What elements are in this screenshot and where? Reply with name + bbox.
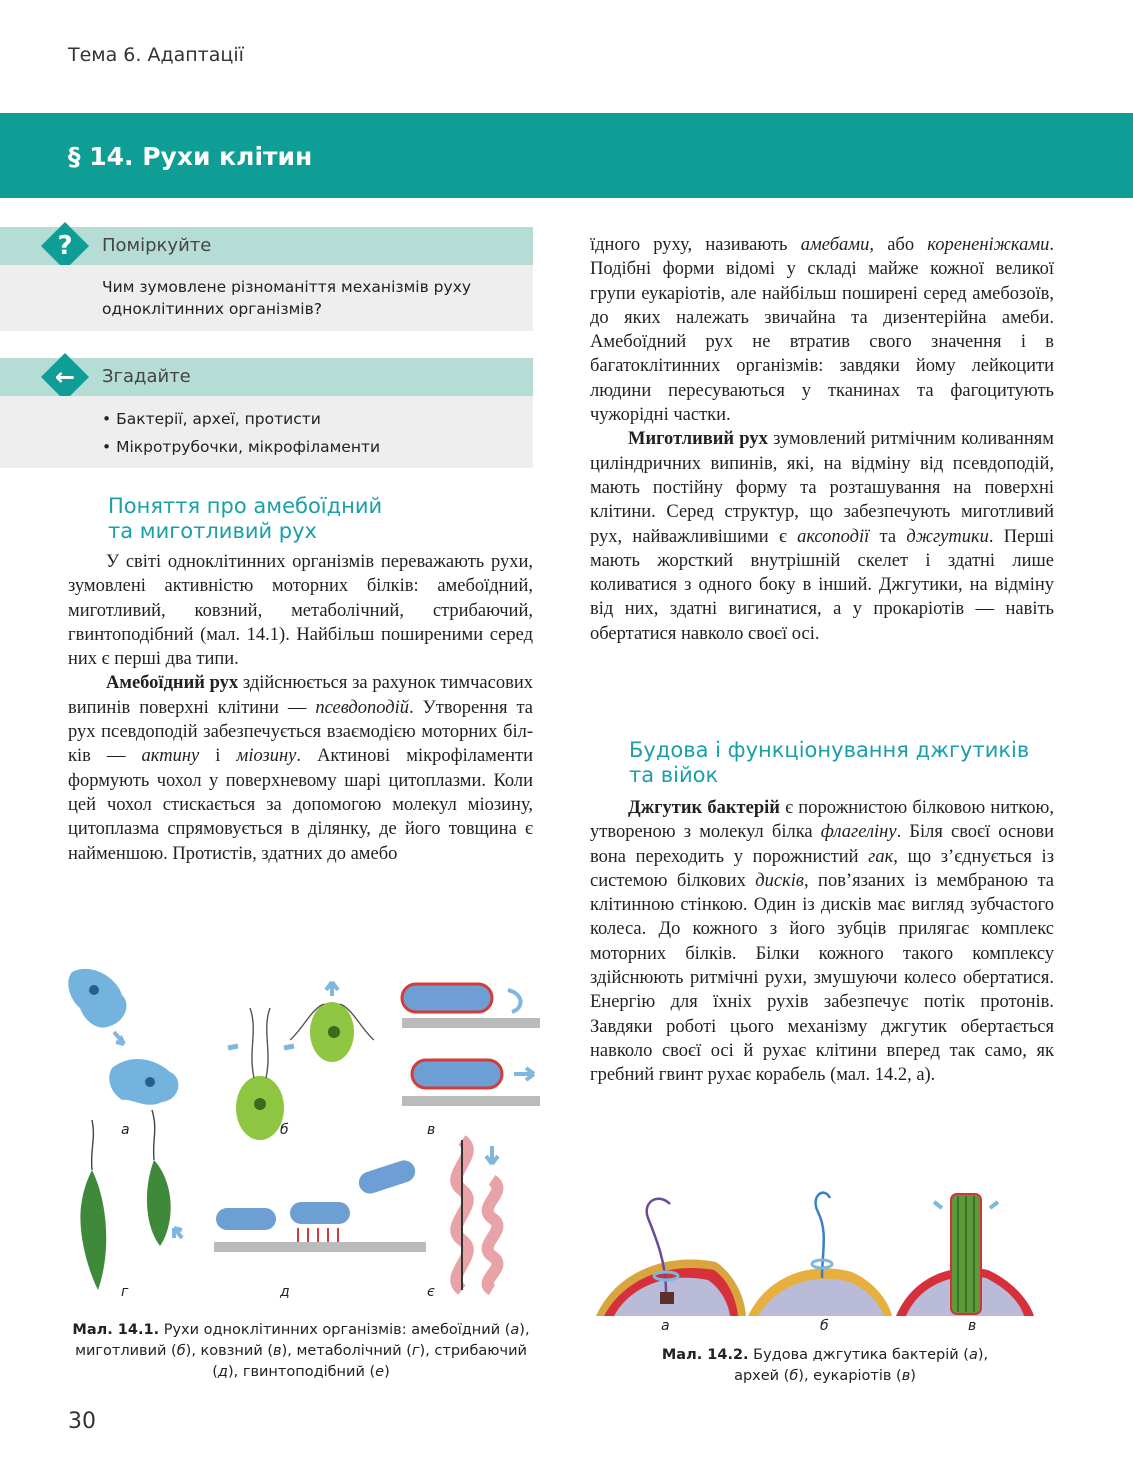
bacterial-flagellum-illustration	[596, 1199, 746, 1316]
recall-box-body	[0, 396, 533, 468]
chapter-banner	[0, 113, 1133, 198]
figure-label: б	[820, 1318, 829, 1334]
arrow-glyph: ←	[54, 363, 76, 391]
think-box-title: Поміркуйте	[102, 235, 212, 256]
figure-14-2-caption: Мал. 14.2. Будова джгутика бактерій (а), архей (б), еукаріотів (в)	[661, 1347, 989, 1384]
think-box-text-line1: Чим зумовлене різноманіття механізмів руху	[102, 278, 472, 296]
figure-14-1-caption: Мал. 14.1. Рухи одноклітинних організмів: амебоїдний (а), миготливий (б), ковзний (в), метаболічний (г), стрибаючий (д), гвинтоподібний (е)	[72, 1322, 530, 1380]
section-title	[108, 494, 382, 544]
jumping-illustration	[214, 1158, 426, 1252]
section-title-line2: та війок	[629, 763, 719, 787]
paragraph: У світі одноклітинних організмів переважають рухи, зумовлені активністю моторних білків: амебоїдний, миготливий, ковзний, метаболічний, стрибаючий, гвинтоподібний (мал. 14.1). Найбільш поширеними серед них є перші два типи.	[68, 552, 533, 670]
section-title-line2: та миготливий рух	[108, 519, 317, 543]
figure-label: б	[280, 1122, 289, 1138]
figure-label: в	[427, 1122, 436, 1138]
figure-label: д	[280, 1284, 290, 1300]
recall-box-title: Згадайте	[102, 366, 191, 387]
figure-label: в	[968, 1318, 977, 1334]
section-title-line1: Будова і функціонування джгутиків	[629, 738, 1030, 762]
section-title	[629, 738, 1029, 788]
page-number: 30	[68, 1409, 96, 1434]
figure-label: а	[121, 1122, 130, 1138]
right-column-text-bottom	[590, 796, 1054, 1088]
eukaryotic-flagellum-illustration	[896, 1194, 1034, 1316]
chapter-title: § 14. Рухи клітин	[68, 142, 313, 171]
paragraph: Амебоїдний рух здійснюється за рахунок тимчасових випинів поверхні клітини — псевдоподій. Утворення та рух псевдоподій забезпечується взаємодією моторних білків — актину і міозину. Актинові мікрофіламенти формують чохол у поверхневому шарі цитоплазми. Коли цей чохол стискається за допомогою молекул міозину, цитоплазма спрямовується в ділянку, де його товщина є найменшою. Протистів, здатних до амебо	[68, 673, 533, 864]
figure-14-2-illustration	[596, 1182, 1038, 1316]
paragraph: Джгутик бактерій є порожнистою білковою ниткою, утвореною з молекул білка флагеліну. Біля своєї основи вона переходить у порожнистий гак, що з’єднується із системою білкових дисків, пов’язаних із мембраною та клітинною стінкою. Один із дисків має вигляд зубчастого колеса. До кожного з його зубців прилягає комплекс моторних білків. Білки кожного такого комплексу здійснюють ритмічні рухи, змушуючи колесо обертатися. Енергію для їхніх рухів забезпечує потік протонів. Завдяки роботі цього механізму джгутик обертається навколо своєї осі й рухає клітини вперед так само, як гребний гвинт рухає корабель (мал. 14.2, а).	[590, 798, 1055, 1086]
paragraph: Миготливий рух зумовлений ритмічним коливанням циліндричних випинів, які, на відміну від псевдоподій, мають постійну форму та розташування на поверхні клітини. Серед структур, що забезпечують миготливий рух, найважливішими є аксоподії та джгутики. Перші мають жорсткий внутрішній скелет і здатні лише коливатися з одного боку в інший. Джгутики, на відміну від них, здатні вигинатися, а у прокаріотів — навіть обертатися навколо своєї осі.	[590, 429, 1055, 644]
figure-label: а	[661, 1318, 670, 1334]
archaeal-flagellum-illustration	[748, 1193, 892, 1316]
amoeba-illustration	[68, 969, 178, 1105]
spiral-illustration	[456, 1140, 498, 1290]
gliding-illustration	[402, 984, 540, 1106]
figure-label: г	[121, 1284, 129, 1300]
recall-item: • Мікротрубочки, мікрофіламенти	[102, 438, 381, 456]
think-box-body	[0, 265, 533, 331]
section-title-line1: Поняття про амебоїдний	[108, 494, 383, 518]
ciliate-illustration	[228, 982, 374, 1140]
think-box-text-line2: одноклітинних організмів?	[102, 300, 322, 318]
paragraph: їдного руху, називають амебами, або корененіжками. Подібні форми відомі у складі майже кожної великої групи еукаріотів, але найбільш поширені серед амебозоїв, до яких належать звичайна та дизентерійна амеби. Амебоїдний рух не втратив свого значення і в багатоклітинних організмів: завдяки йому лейкоцити людини пересуваються у тканинах та фагоцитують чужорідні частки.	[590, 235, 1054, 426]
figure-14-1-illustration	[62, 960, 542, 1310]
metabolic-illustration	[80, 1110, 182, 1290]
left-column-text	[68, 550, 533, 866]
running-title: Тема 6. Адаптації	[68, 44, 244, 66]
figure-label: є	[427, 1284, 435, 1300]
recall-item: • Бактерії, археї, протисти	[102, 410, 321, 428]
question-glyph: ?	[57, 231, 73, 261]
right-column-text-top	[590, 233, 1054, 646]
